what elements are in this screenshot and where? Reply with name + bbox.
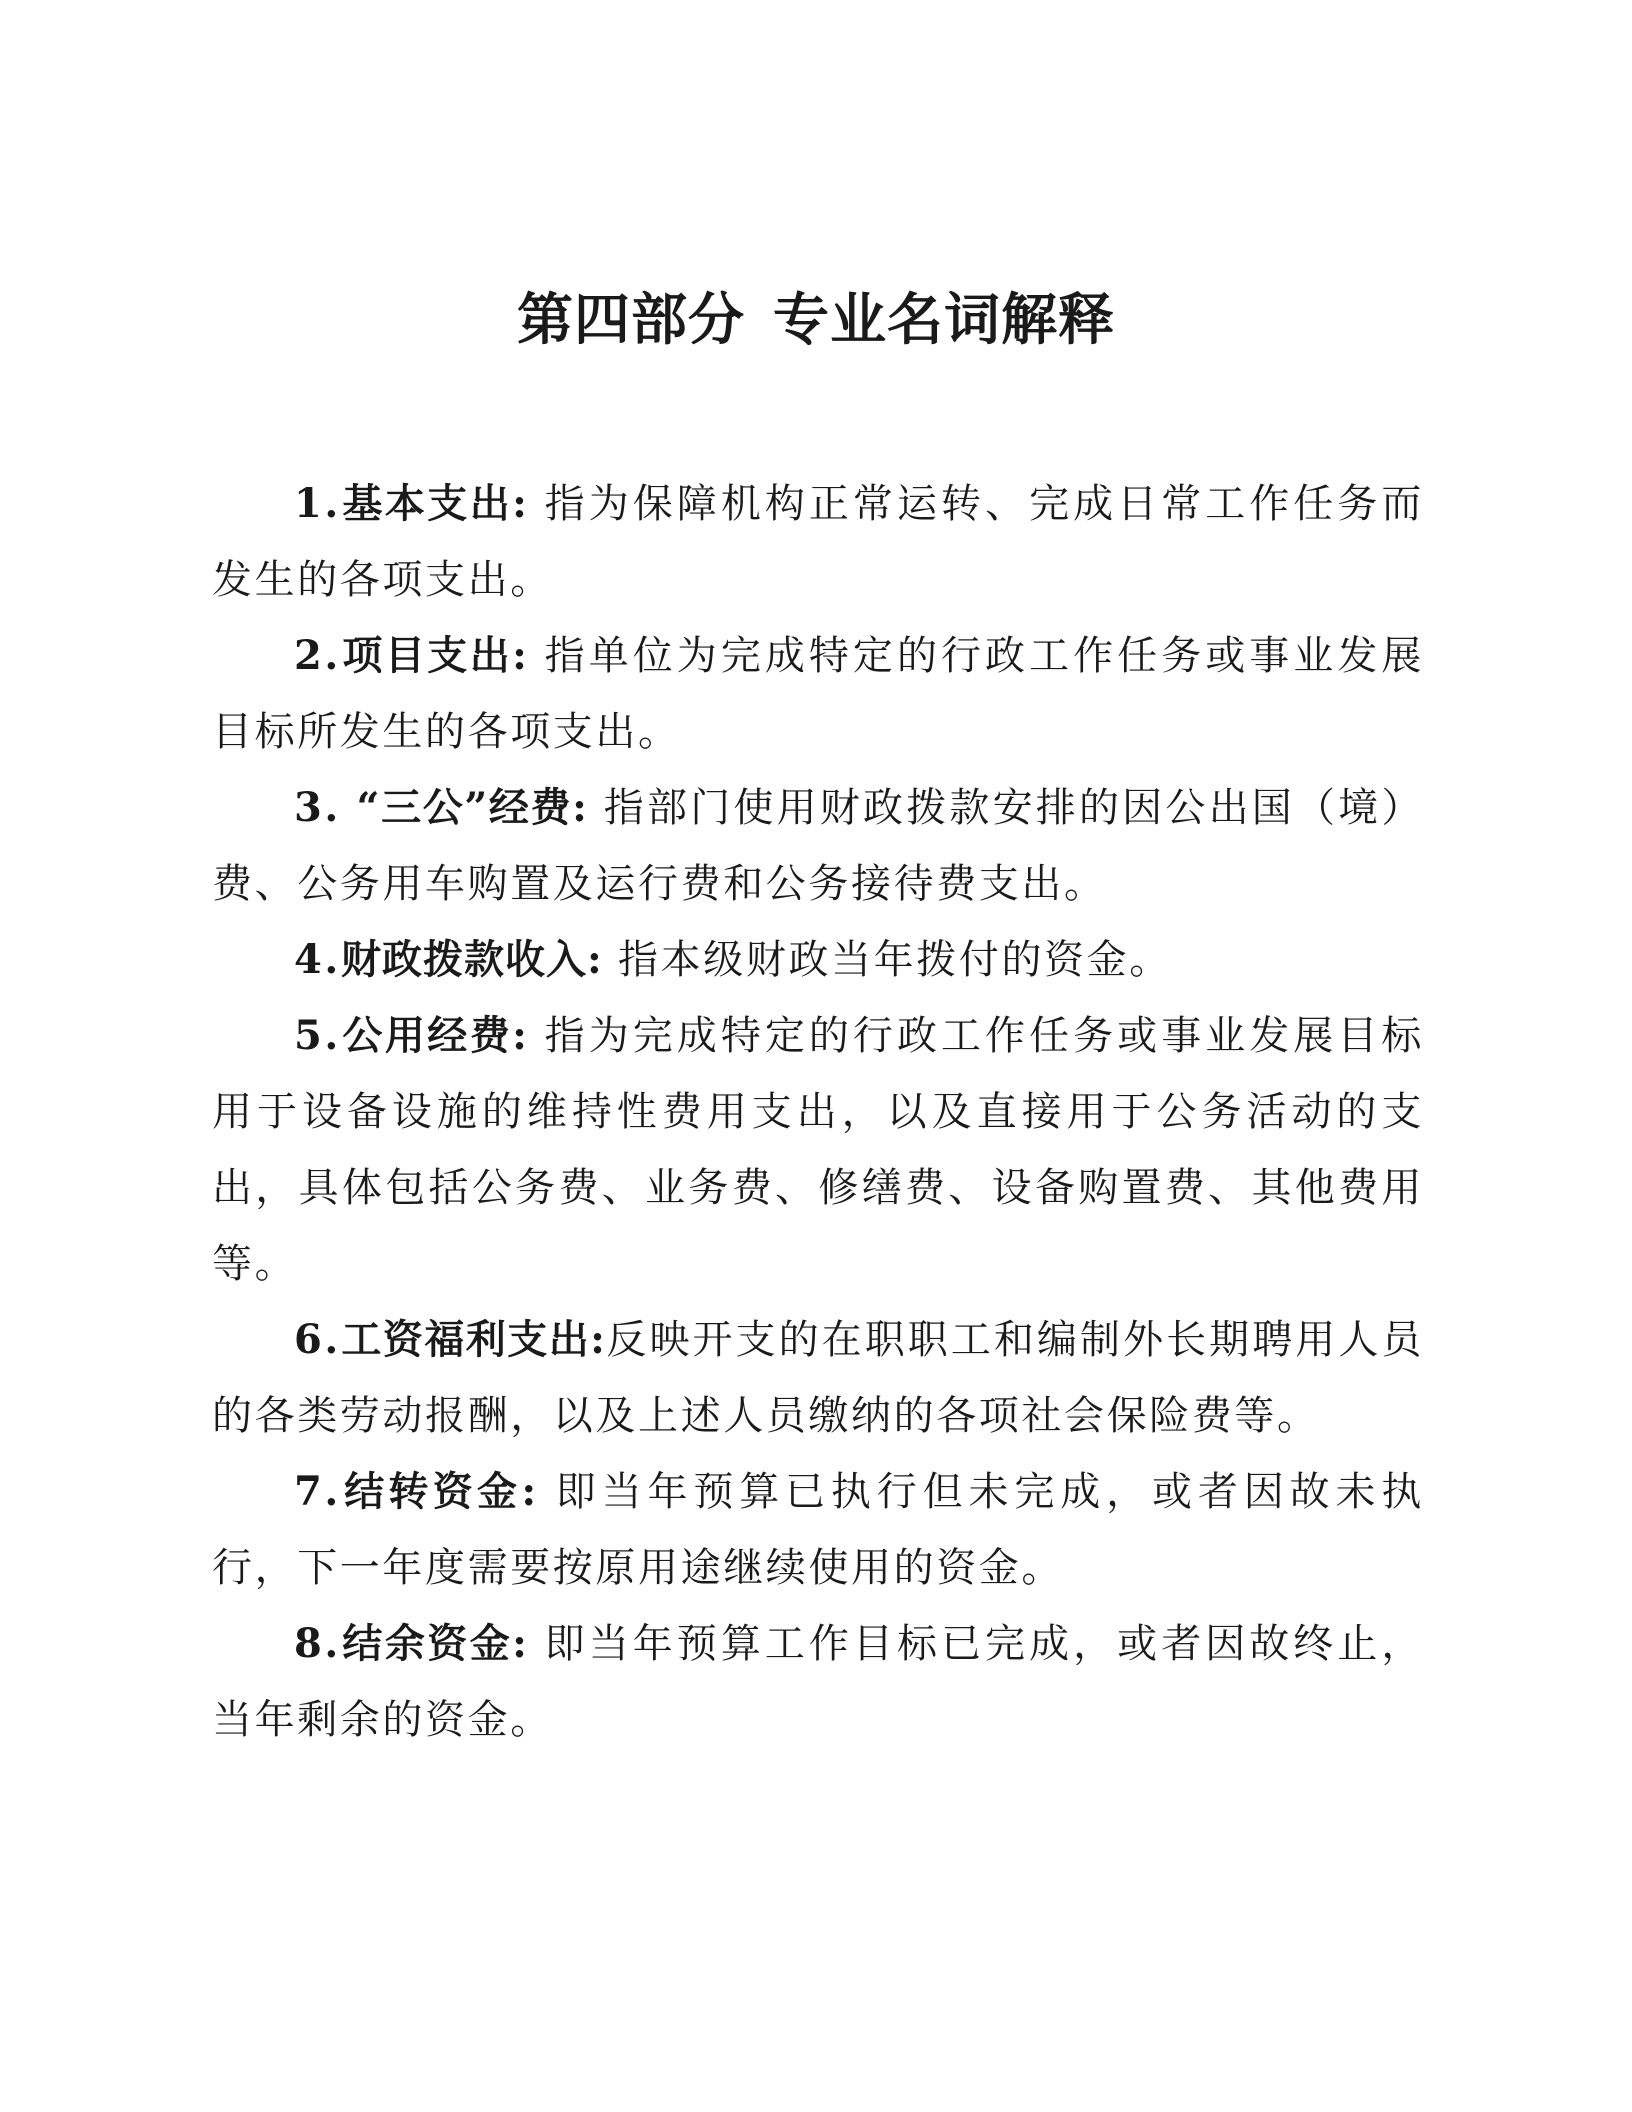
entry-term: 项目支出 — [340, 632, 513, 679]
entry-term: 公用经费 — [340, 1012, 513, 1059]
entry-term: 财政拨款收入 — [340, 936, 587, 983]
entry-number: 4. — [294, 936, 341, 983]
entry-separator: : — [512, 480, 528, 527]
glossary-entry-5 — [212, 998, 1424, 1302]
title-name: 专业名词解释 — [773, 287, 1115, 353]
entry-separator: : — [512, 1620, 528, 1667]
entry-definition: 即当年预算已执行但未完成，或者因故未执行，下一年度需要按原用途继续使用的资金。 — [212, 1469, 1425, 1591]
glossary-entry-2 — [212, 618, 1424, 770]
entry-term: 结余资金 — [340, 1620, 513, 1667]
glossary-entry-7 — [212, 1454, 1424, 1606]
glossary-entry-1 — [212, 466, 1424, 618]
title-part: 第四部分 — [517, 287, 745, 353]
entry-number: 3. — [294, 784, 341, 831]
glossary-entry-6 — [212, 1302, 1424, 1454]
entry-definition: 指部门使用财政拨款安排的因公出国（境）费、公务用车购置及运行费和公务接待费支出。 — [212, 785, 1424, 907]
entry-separator: : — [521, 1468, 538, 1515]
entry-definition: 指本级财政当年拨付的资金。 — [602, 937, 1172, 983]
entry-separator: : — [512, 632, 528, 679]
entry-separator: : — [586, 936, 603, 983]
entry-term: 工资福利支出 — [340, 1316, 591, 1363]
entry-definition: 指单位为完成特定的行政工作任务或事业发展目标所发生的各项支出。 — [212, 633, 1424, 755]
entry-definition: 指为完成特定的行政工作任务或事业发展目标用于设备设施的维持性费用支出，以及直接用于公务活动的支出，具体包括公务费、业务费、修缮费、设备购置费、其他费用等。 — [212, 1013, 1424, 1287]
entry-separator: : — [590, 1316, 606, 1363]
entry-number: 8. — [294, 1620, 341, 1667]
entry-definition: 指为保障机构正常运转、完成日常工作任务而发生的各项支出。 — [212, 481, 1424, 603]
entry-term: 结转资金 — [340, 1468, 522, 1515]
entry-number: 7. — [294, 1468, 341, 1515]
entry-term: “三公”经费 — [340, 784, 573, 831]
glossary-entry-4 — [212, 922, 1424, 998]
entry-number: 2. — [294, 632, 341, 679]
entry-number: 1. — [294, 480, 341, 527]
entry-separator: : — [512, 1012, 528, 1059]
entry-number: 5. — [294, 1012, 341, 1059]
glossary-entry-8 — [212, 1606, 1424, 1758]
entry-definition: 反映开支的在职职工和编制外长期聘用人员的各类劳动报酬，以及上述人员缴纳的各项社会保险费等。 — [212, 1317, 1425, 1439]
glossary-entry-3 — [212, 770, 1424, 922]
page-title — [0, 282, 1632, 358]
entry-definition: 即当年预算工作目标已完成，或者因故终止，当年剩余的资金。 — [212, 1621, 1424, 1743]
entry-number: 6. — [294, 1316, 341, 1363]
entry-separator: : — [572, 784, 588, 831]
glossary-list — [212, 466, 1424, 1758]
entry-term: 基本支出 — [340, 480, 513, 527]
